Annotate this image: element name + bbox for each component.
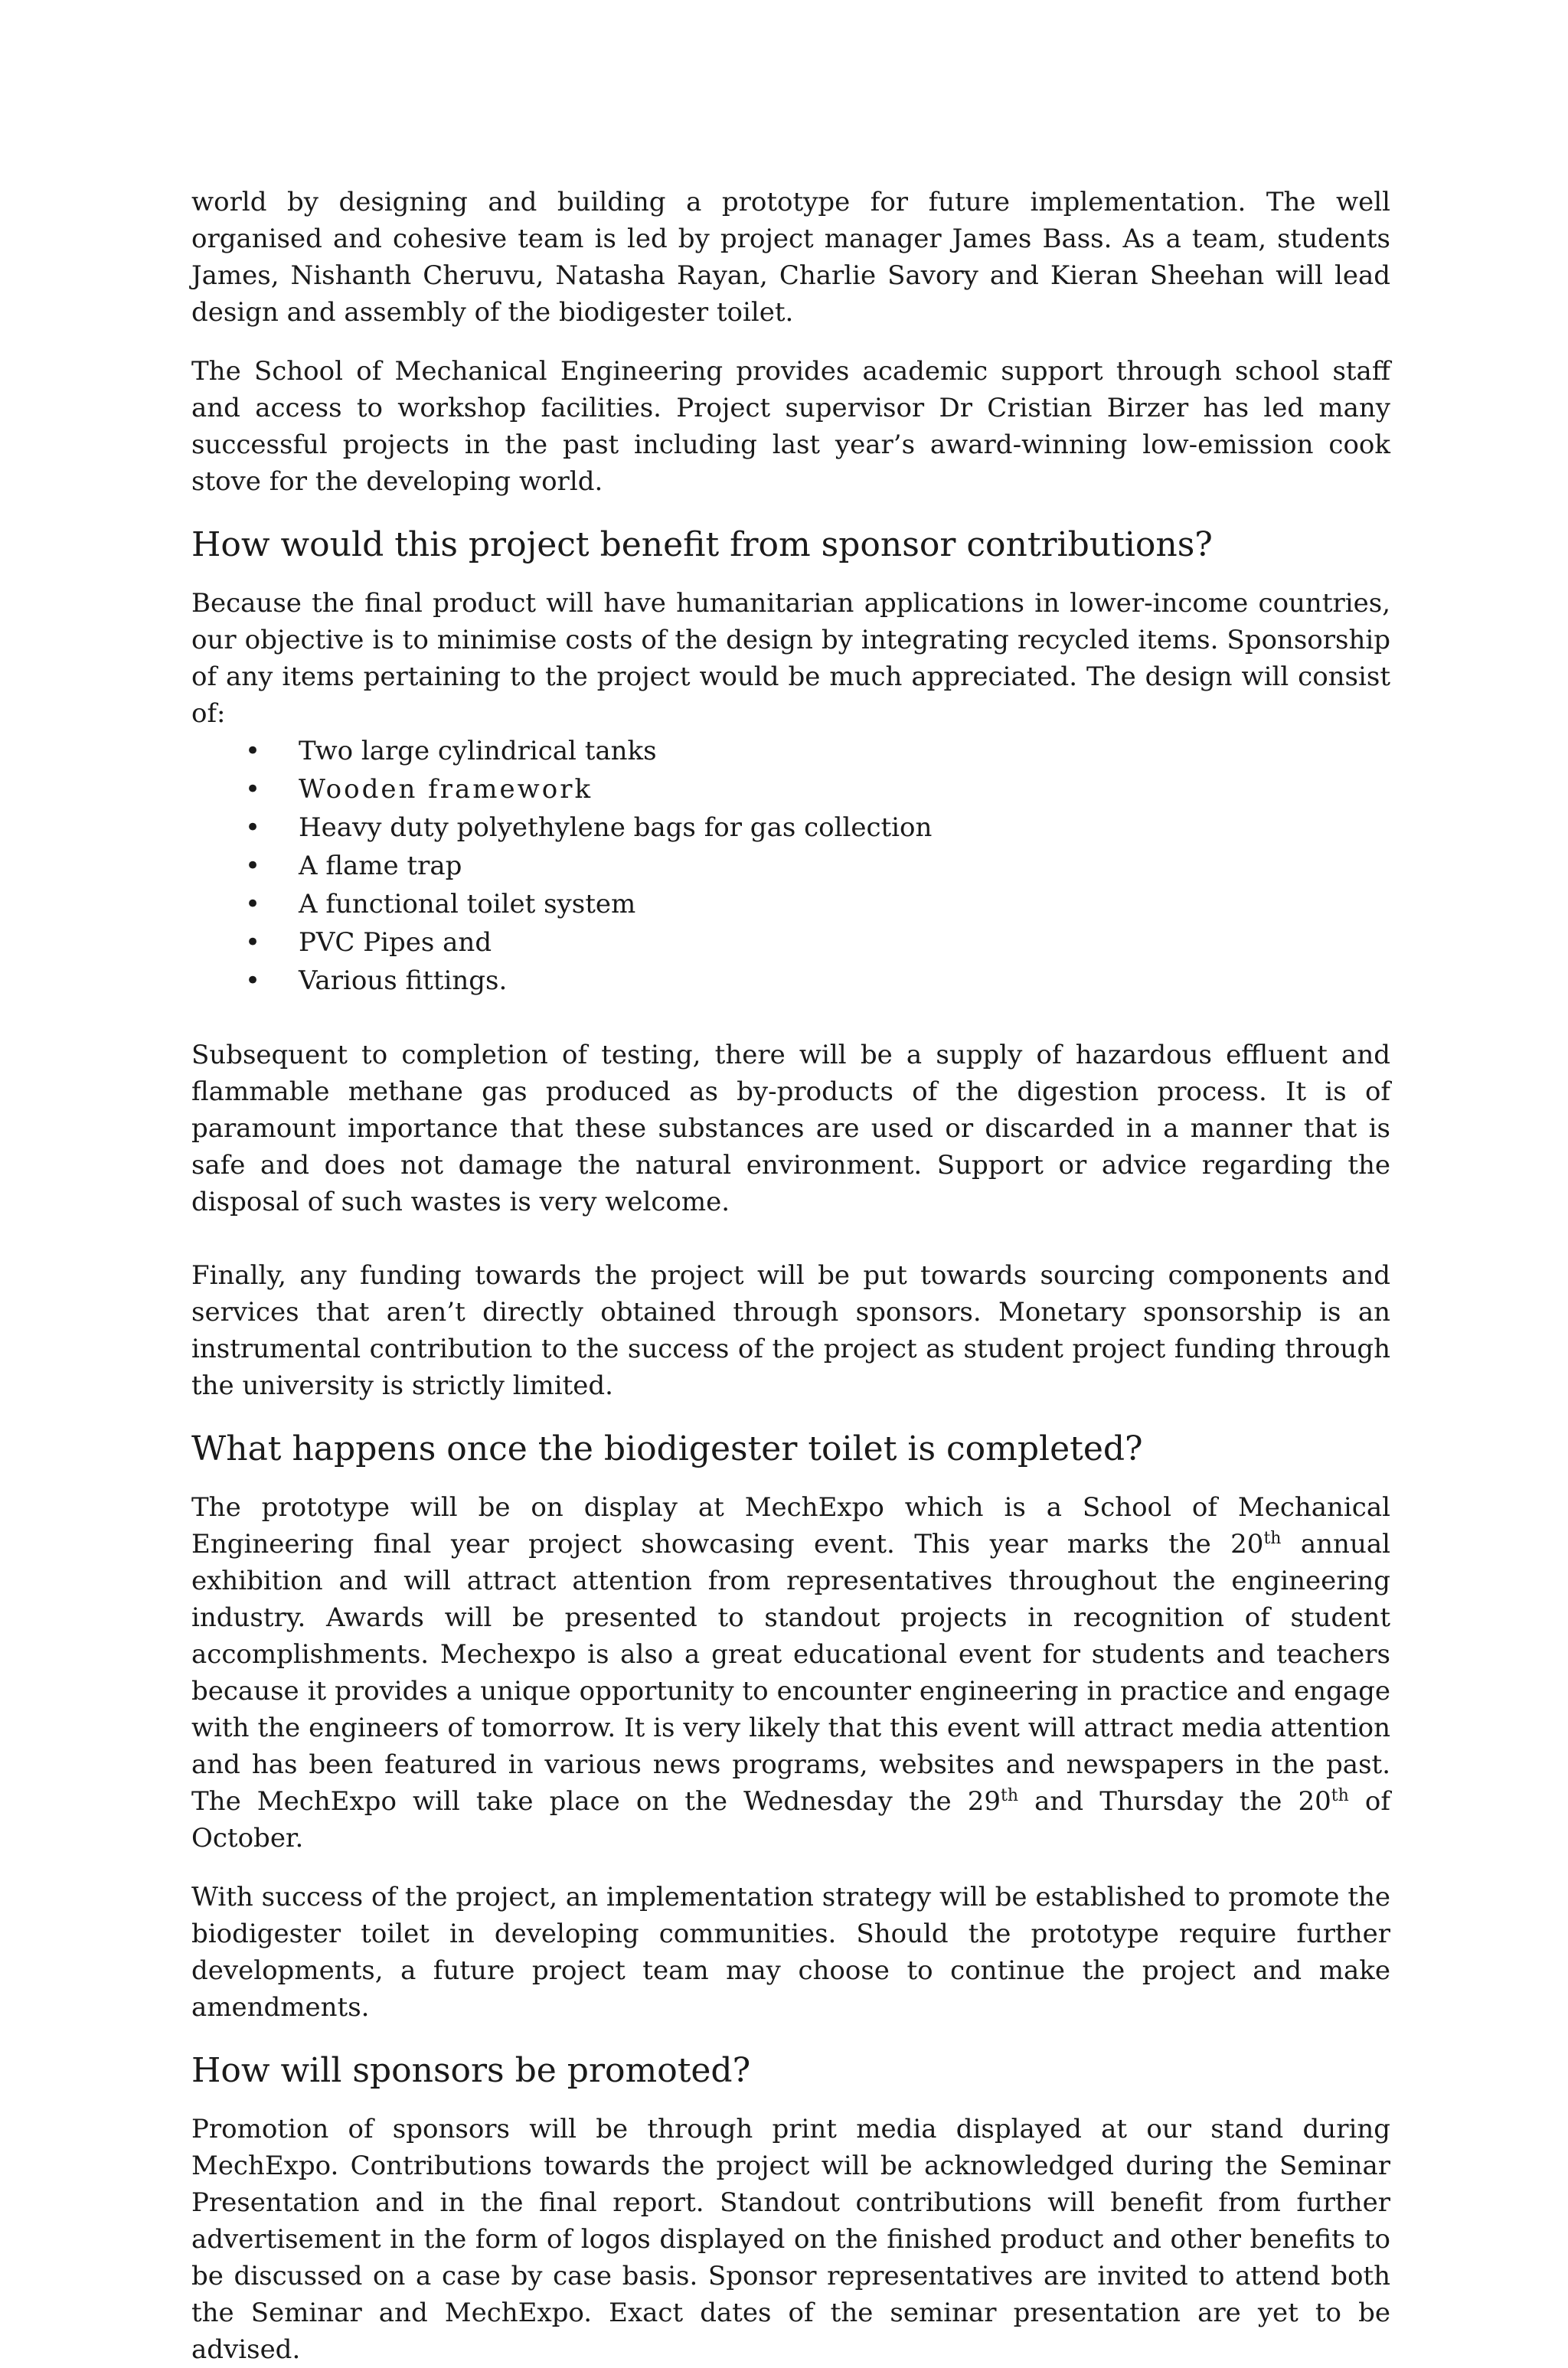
list-item (245, 885, 1390, 923)
list-item (245, 962, 1390, 1000)
bullet-icon: • (245, 851, 261, 881)
paragraph-hazardous-waste: Subsequent to completion of testing, there will be a supply of hazardous effluent and flammable methane gas produced as by-products of the digestion process. It is of paramount importance that these substances are used or discarded in a manner that is safe and does not damage the natural environment. Support or advice regarding the disposal of such wastes is very welcome. (191, 1040, 1390, 1217)
paragraph-sponsor-promotion: Promotion of sponsors will be through print media displayed at our stand during MechExpo. Contributions towards the project will be acknowledged during the Seminar Presentation and in the final report. Standout contributions will benefit from further advertisement in the form of logos displayed on the finished product and other benefits to be discussed on a case by case basis. Sponsor representatives are invited to attend both the Seminar and MechExpo. Exact dates of the seminar presentation are yet to be advised. (191, 2114, 1390, 2365)
paragraph-funding: Finally, any funding towards the project will be put towards sourcing components and services that aren’t directly obtained through sponsors. Monetary sponsorship is an instrumental contribution to the success of the project as student project funding through the university is strictly limited. (191, 1260, 1390, 1401)
heading-completion: What happens once the biodigester toilet is completed? (191, 1429, 1143, 1468)
design-components-list (191, 732, 1390, 1000)
ordinal-suffix: th (1001, 1786, 1019, 1805)
list-item-text: Two large cylindrical tanks (299, 736, 657, 766)
ordinal-suffix: th (1263, 1529, 1282, 1548)
paragraph-mechexpo: The prototype will be on display at MechExpo which is a School of Mechanical Engineering final year project showcasing event. This year marks the 20th annual exhibition and will attract attention from representatives throughout the engineering industry. Awards will be presented to standout projects in recognition of student accomplishments. Mechexpo is also a great educational event for students and teachers because it provides a unique opportunity to encounter engineering in practice and engage with the engineers of tomorrow. It is very likely that this event will attract media attention and has been featured in various news programs, websites and newspapers in the past. The MechExpo will take place on the Wednesday the 29th and Thursday the 20th of October. (191, 1492, 1390, 1854)
heading-sponsor-benefit: How would this project benefit from sponsor contributions? (191, 525, 1213, 564)
paragraph-implementation-strategy: With success of the project, an implementation strategy will be established to promote the biodigester toilet in developing communities. Should the prototype require further developments, a future project team may choose to continue the project and make amendments. (191, 1882, 1390, 2023)
intro-paragraph-school-support: The School of Mechanical Engineering provides academic support through school staff and access to workshop facilities. Project supervisor Dr Cristian Birzer has led many successful projects in the past including last year’s award-winning low-emission cook stove for the developing world. (191, 356, 1390, 497)
bullet-icon: • (245, 927, 261, 958)
list-item (245, 847, 1390, 885)
paragraph-design-objective: Because the final product will have humanitarian applications in lower-income countries, our objective is to minimise costs of the design by integrating recycled items. Sponsorship of any items pertaining to the project would be much appreciated. The design will consist of: (191, 588, 1390, 729)
list-item-text: Wooden framework (299, 774, 593, 805)
ordinal-suffix: th (1331, 1786, 1349, 1805)
list-item-text: A flame trap (299, 851, 462, 881)
intro-paragraph-team: world by designing and building a prototype for future implementation. The well organised and cohesive team is led by project manager James Bass. As a team, students James, Nishanth Cheruvu, Natasha Rayan, Charlie Savory and Kieran Sheehan will lead design and assembly of the biodigester toilet. (191, 187, 1390, 328)
list-item (245, 923, 1390, 962)
bullet-icon: • (245, 889, 261, 919)
bullet-icon: • (245, 965, 261, 996)
heading-promotion: How will sponsors be promoted? (191, 2051, 751, 2090)
list-item (245, 808, 1390, 847)
list-item (245, 770, 1390, 808)
bullet-icon: • (245, 774, 263, 805)
list-item (245, 732, 1390, 770)
list-item-text: Heavy duty polyethylene bags for gas collection (299, 812, 933, 843)
list-item-text: Various fittings. (299, 965, 508, 996)
bullet-icon: • (245, 812, 261, 843)
bullet-icon: • (245, 736, 261, 766)
document-page (191, 184, 1390, 2368)
list-item-text: A functional toilet system (299, 889, 636, 919)
list-item-text: PVC Pipes and (299, 927, 492, 958)
